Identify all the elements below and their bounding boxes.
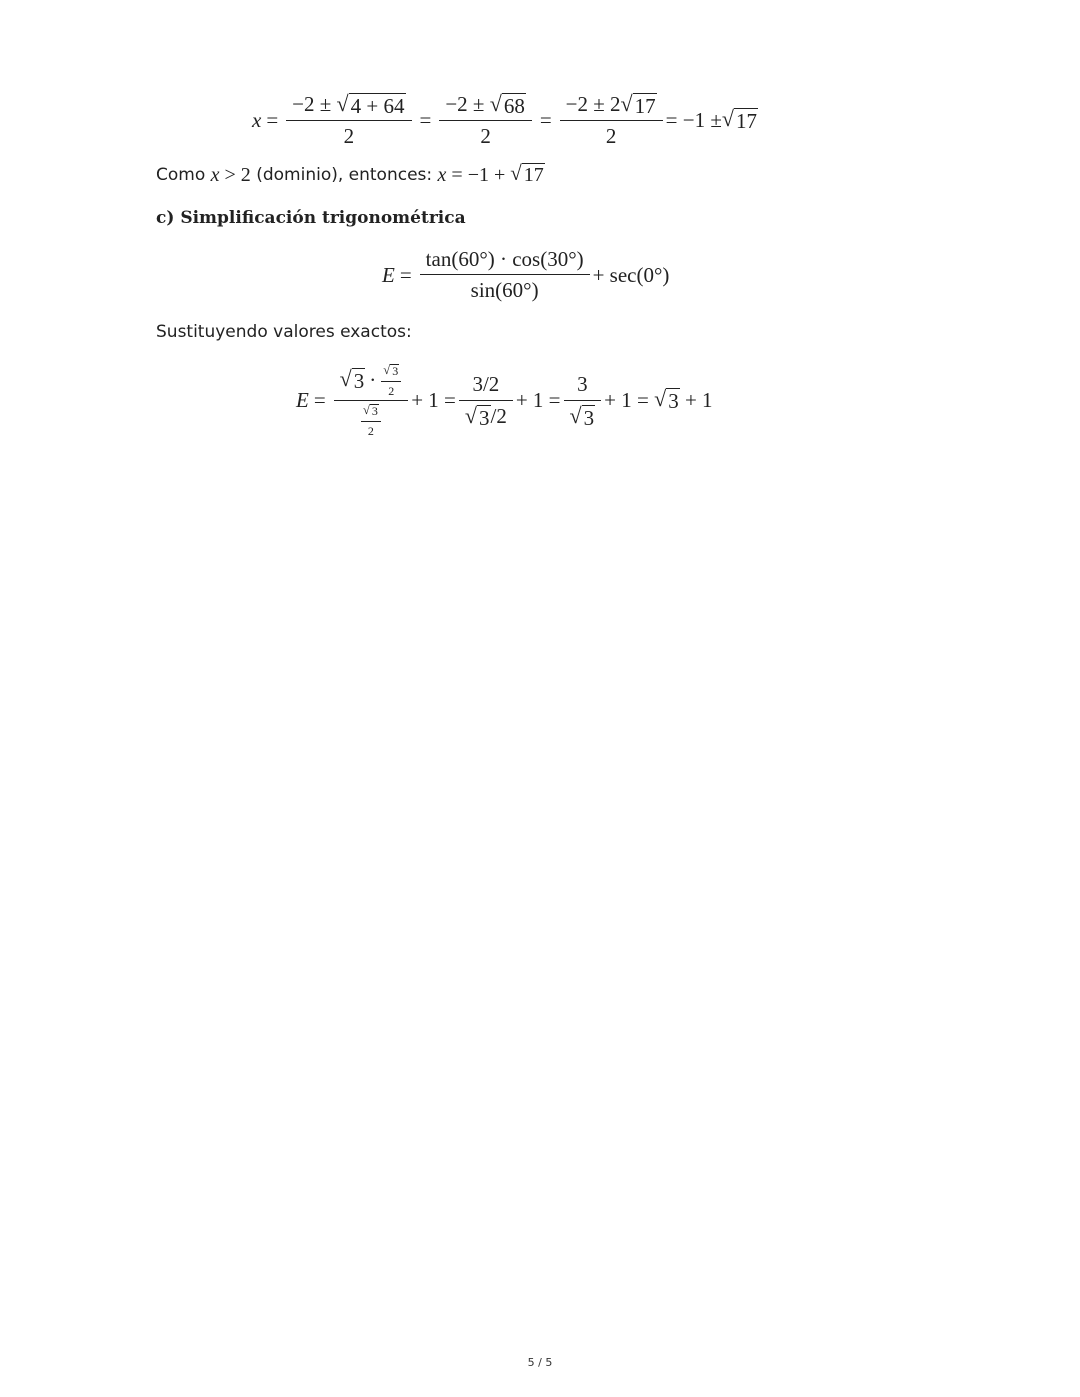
equals-sign: = — [539, 108, 552, 133]
var-x: x — [210, 163, 220, 186]
domain-conclusion-line — [156, 163, 545, 187]
equation-quadratic-solution — [252, 92, 758, 149]
text-dominio: (dominio), entonces: — [250, 165, 438, 185]
frac3-num-prefix: −2 ± 2 — [565, 92, 621, 116]
result-sqrt3: √ 3 — [654, 386, 679, 414]
result-prefix: = −1 ± — [665, 108, 722, 133]
var-x: x — [437, 163, 447, 186]
equals-sign: = — [266, 108, 279, 133]
small-radicand: 3 — [392, 364, 399, 378]
fraction-3: −2 ± 2 √ 17 2 — [563, 92, 660, 149]
compound-fraction: √ 3 · √ 3 2 √ 3 2 — [337, 364, 406, 438]
half-numerator: 3/2 — [472, 372, 500, 397]
trig-denominator: sin(60°) — [420, 274, 590, 303]
half-den-tail: /2 — [490, 403, 507, 428]
text-como: Como — [156, 165, 211, 185]
trig-tail: + sec(0°) — [592, 262, 670, 287]
small-denominator: 2 — [381, 381, 401, 398]
result-sqrt: √ 17 — [721, 106, 757, 134]
plus-one-equals: + 1 = — [515, 388, 561, 413]
inequality: > 2 — [219, 163, 251, 186]
frac3-denominator: 2 — [560, 120, 663, 149]
sqrt3-radicand: 3 — [353, 369, 365, 394]
var-E: E — [296, 388, 309, 413]
var-x: x — [252, 108, 262, 133]
sqrt3-den-radicand: 3 — [583, 405, 595, 430]
result-radicand: 17 — [735, 109, 757, 134]
var-E: E — [382, 262, 395, 287]
result-tail: + 1 — [679, 388, 713, 413]
frac2-denominator: 2 — [439, 120, 531, 149]
fraction-1: −2 ± √ 4 + 64 2 — [289, 92, 408, 149]
small-radicand: 3 — [371, 403, 378, 418]
result-radicand: 3 — [668, 389, 679, 414]
half-den-radicand: 3 — [479, 405, 490, 430]
three-numerator: 3 — [577, 372, 588, 397]
frac1-num-prefix: −2 ± — [292, 92, 337, 116]
small-fraction-num: √ 3 2 — [382, 364, 400, 398]
frac2-radicand: 68 — [503, 94, 525, 118]
substitution-text: Sustituyendo valores exactos: — [156, 322, 412, 342]
solution-prefix: = −1 + — [446, 163, 511, 186]
fraction-2: −2 ± √ 68 2 — [442, 92, 528, 149]
equals-sign: = — [399, 262, 412, 287]
equation-trig-expression — [382, 247, 669, 303]
page-number: 5 / 5 — [527, 1356, 553, 1369]
small-fraction-den: √ 3 2 — [362, 404, 380, 438]
equals-sign: = — [419, 108, 432, 133]
plus-one-equals: + 1 = — [604, 388, 655, 413]
fraction-three-over-sqrt3: 3 √ 3 — [567, 372, 599, 429]
plus-one-equals: + 1 = — [411, 388, 456, 413]
frac1-radicand: 4 + 64 — [350, 94, 405, 118]
equation-substitution — [296, 364, 713, 438]
section-heading: c) Simplificación trigonométrica — [156, 208, 466, 228]
frac1-denominator: 2 — [286, 120, 411, 149]
small-denominator: 2 — [361, 421, 381, 438]
solution-radicand: 17 — [523, 164, 544, 186]
trig-fraction — [423, 247, 587, 303]
frac3-radicand: 17 — [634, 94, 656, 118]
solution-sqrt: √ 17 — [510, 161, 544, 186]
equals-sign: = — [313, 388, 326, 413]
frac2-num-prefix: −2 ± — [445, 92, 490, 116]
trig-numerator: tan(60°) · cos(30°) — [425, 247, 584, 271]
fraction-half: 3/2 √ 3 /2 — [462, 372, 510, 429]
